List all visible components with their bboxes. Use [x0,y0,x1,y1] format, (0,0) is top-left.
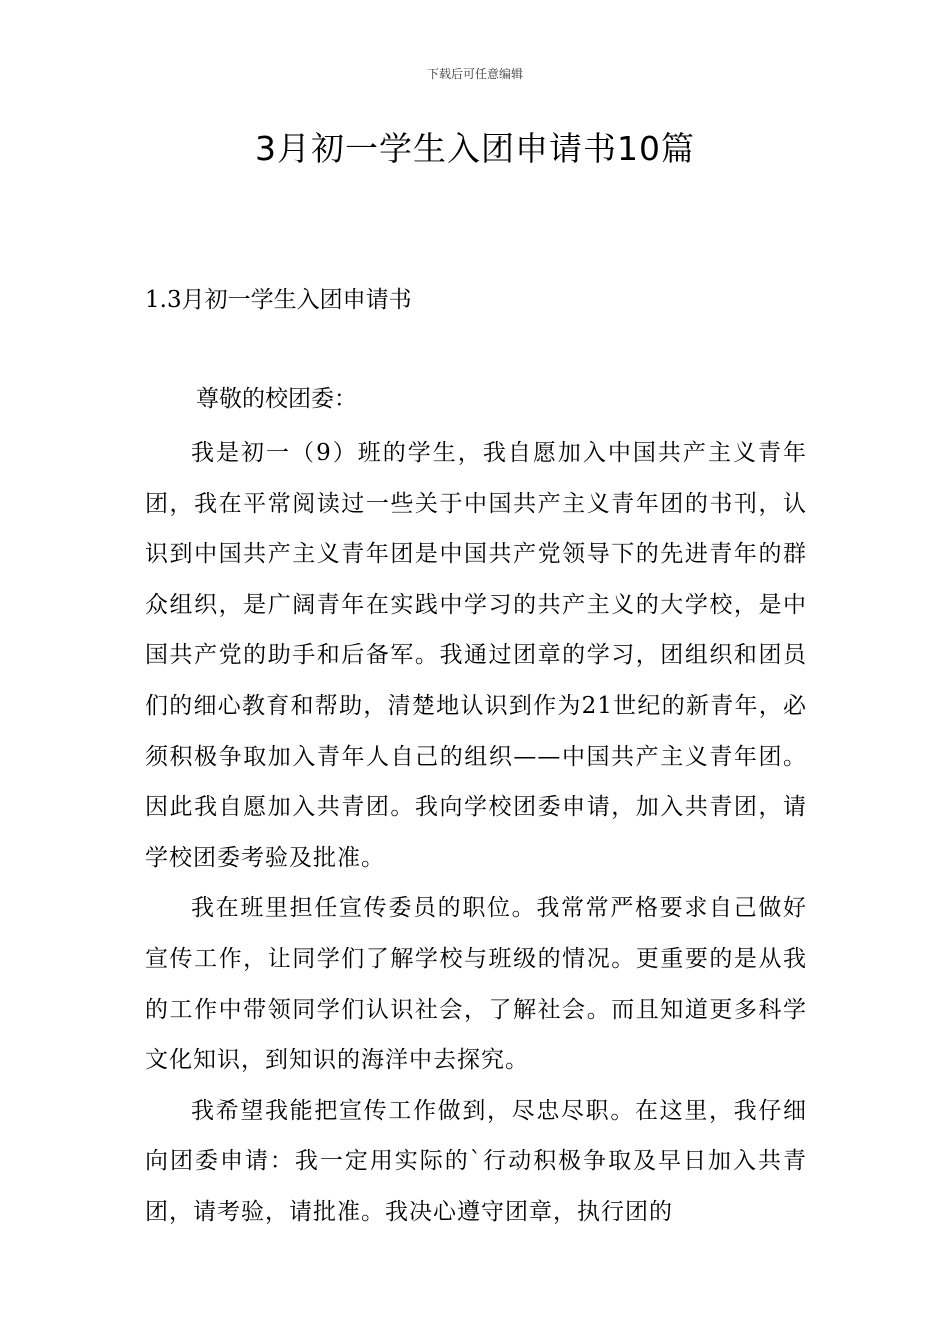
section-heading: 1.3月初一学生入团申请书 [145,287,412,313]
paragraph-3: 我希望我能把宣传工作做到，尽忠尽职。在这里，我仔细向团委申请：我一定用实际的`行动积极争取及早日加入共青团，请考验，请批准。我决心遵守团章，执行团的 [145,1097,807,1225]
letter-body [145,428,807,1238]
salutation: 尊敬的校团委： [196,386,357,412]
header-note: 下载后可任意编辑 [426,67,523,81]
document-title: 3月初一学生入团申请书10篇 [255,129,695,168]
paragraph-1: 我是初一（9）班的学生，我自愿加入中国共产主义青年团，我在平常阅读过一些关于中国共产主义青年团的书刊，认识到中国共产主义青年团是中国共产党领导下的先进青年的群众组织，是广阔青年在实践中学习的共产主义的大学校，是中国共产党的助手和后备军。我通过团章的学习，团组织和团员们的细心教育和帮助，清楚地认识到作为21世纪的新青年，必须积极争取加入青年人自己的组织——中国共产主义青年团。因此我自愿加入共青团。我向学校团委申请，加入共青团，请学校团委考验及批准。 [145,440,807,871]
paragraph-2: 我在班里担任宣传委员的职位。我常常严格要求自己做好宣传工作，让同学们了解学校与班级的情况。更重要的是从我的工作中带领同学们认识社会，了解社会。而且知道更多科学文化知识，到知识的海洋中去探究。 [145,895,807,1074]
